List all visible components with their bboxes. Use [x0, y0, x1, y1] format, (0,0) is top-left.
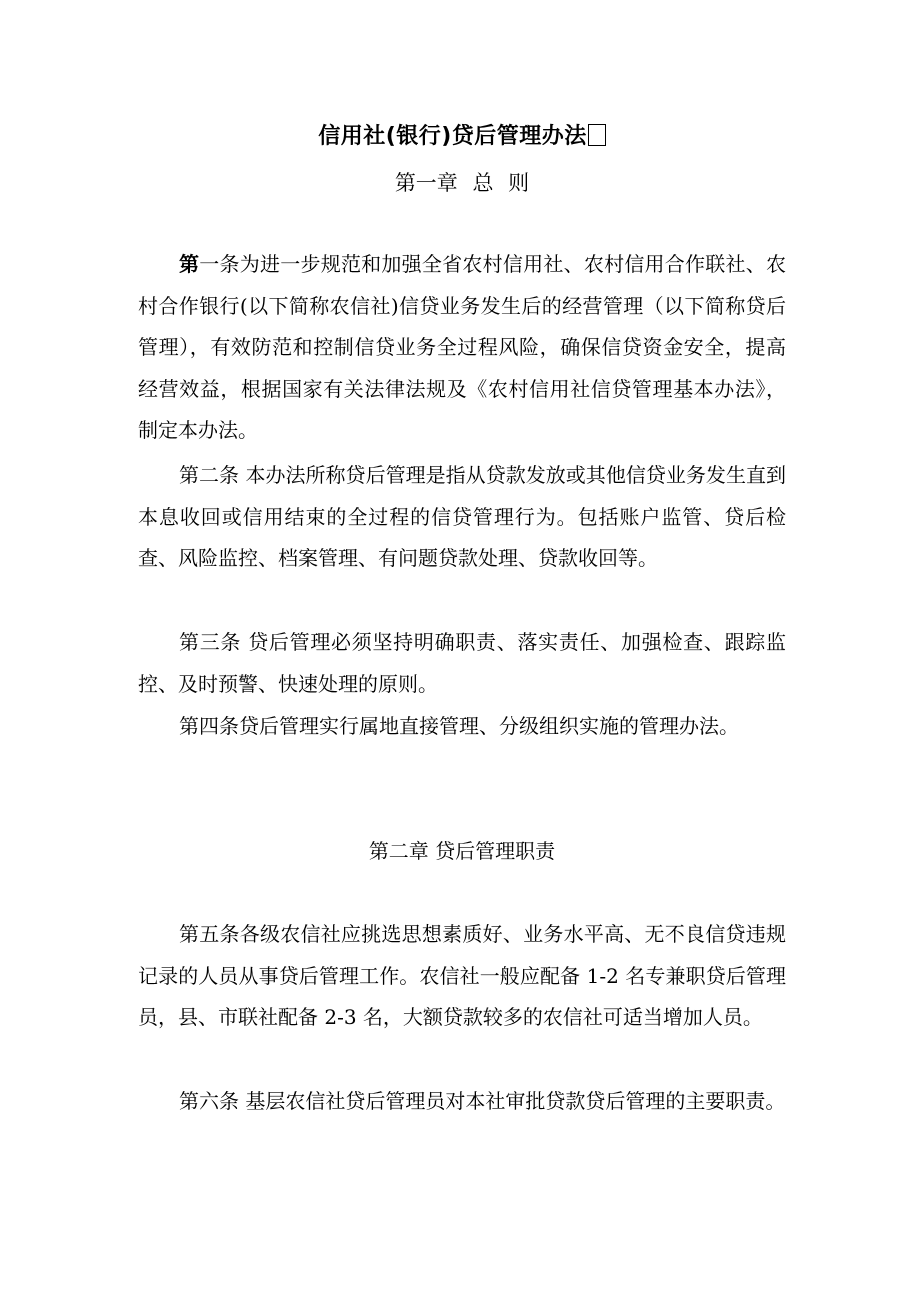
chapter-2-heading: 第二章 贷后管理职责: [368, 839, 556, 863]
article-5: 第五条各级农信社应挑选思想素质好、业务水平高、无不良信贷违规记录的人员从事贷后管理工作。农信社一般应配备 1-2 名专兼职贷后管理员，县、市联社配备 2-3 名，大额贷款较多的农信社可适当增加人员。: [138, 922, 786, 1029]
chapter-1-heading: 第一章 总 则: [394, 171, 530, 195]
article-1: [138, 244, 786, 452]
document-title: [138, 120, 786, 154]
article-3: 第三条 贷后管理必须坚持明确职责、落实责任、加强检查、跟踪监控、及时预警、快速处理的原则。: [138, 630, 786, 696]
article-6: 第六条 基层农信社贷后管理员对本社审批贷款贷后管理的主要职责。: [179, 1089, 786, 1113]
placeholder-box-icon: [588, 124, 606, 146]
article-1-text: 一条为进一步规范和加强全省农村信用社、农村信用合作联社、农村合作银行(以下简称农信社)信贷业务发生后的经营管理（以下简称贷后管理），有效防范和控制信贷业务全过程风险，确保信贷资金安全，提高经营效益，根据国家有关法律法规及《农村信用社信贷管理基本办法》，制定本办法。: [138, 252, 787, 442]
article-2: 第二条 本办法所称贷后管理是指从贷款发放或其他信贷业务发生直到本息收回或信用结束的全过程的信贷管理行为。包括账户监管、贷后检查、风险监控、档案管理、有问题贷款处理、贷款收回等。: [138, 463, 786, 570]
article-1-lead: 第: [179, 252, 200, 276]
article-4: 第四条贷后管理实行属地直接管理、分级组织实施的管理办法。: [179, 714, 739, 738]
document-title-text: 信用社(银行)贷后管理办法: [318, 124, 587, 149]
